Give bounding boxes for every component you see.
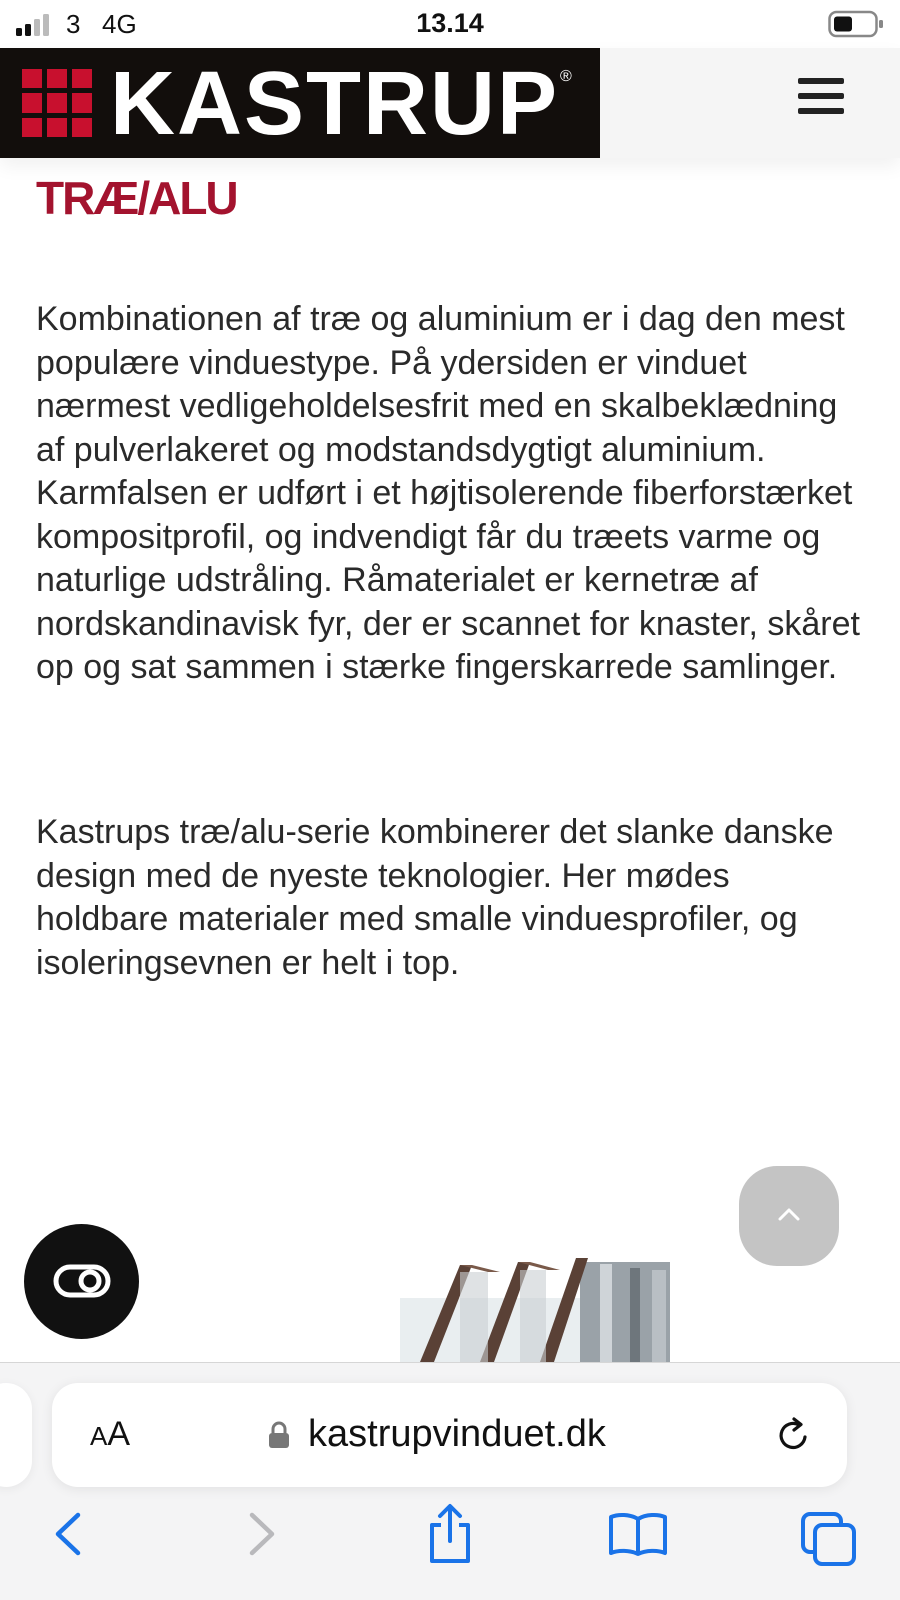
series-paragraph: Kastrups træ/alu-serie kombinerer det slanke danske design med de nyeste teknologier. Her mødes holdbare materialer med smalle vinduesprofiler, og isoleringsevnen er helt i top. (36, 813, 834, 982)
site-header (0, 48, 900, 158)
accessibility-button[interactable] (24, 1224, 139, 1339)
share-icon[interactable] (424, 1503, 476, 1565)
url-display[interactable]: kastrupvinduet.dk (308, 1413, 606, 1455)
address-bar[interactable] (52, 1383, 847, 1487)
network-type-label: 4G (102, 9, 137, 39)
reload-icon[interactable] (774, 1415, 814, 1455)
logo-wordmark: KASTRUP (110, 54, 560, 154)
carrier-label: 3 (66, 9, 81, 39)
page-title: TRÆ/ALU (36, 172, 237, 224)
site-logo[interactable] (0, 48, 600, 158)
intro-paragraph: Kombinationen af træ og aluminium er i dag den mest populære vinduestype. På ydersiden er vinduet nærmest vedligeholdelsesfrit med en skalbeklædning af pulverlakeret og modstandsdygtigt aluminium. Karmfalsen er udført i et højtisolerende fiberforstærket kompositprofil, og indvendigt får du træets varme og naturlige udstråling. Råmaterialet er kernetræ af nordskandinavisk fyr, der er scannet for knaster, skåret op og sat sammen i stærke fingerskarrede samlinger. (36, 300, 860, 686)
previous-tab-preview[interactable] (0, 1383, 32, 1487)
menu-icon-line (798, 78, 844, 84)
lock-icon (268, 1421, 290, 1449)
hamburger-menu-button[interactable] (798, 78, 848, 124)
back-arrow-icon[interactable] (52, 1511, 84, 1557)
status-time: 13.14 (416, 8, 484, 38)
status-bar (0, 0, 900, 48)
logo-grid-icon (22, 69, 92, 137)
bookmarks-icon[interactable] (608, 1511, 668, 1557)
battery-icon (828, 10, 884, 38)
logo-registered-mark: ® (560, 68, 572, 85)
forward-arrow-icon[interactable] (246, 1511, 278, 1557)
text-size-small-glyph: A (90, 1421, 108, 1451)
toggle-link-icon (52, 1262, 112, 1300)
browser-toolbar (0, 1362, 900, 1600)
scroll-to-top-button[interactable] (739, 1166, 839, 1266)
menu-icon-line (798, 108, 844, 114)
chevron-up-icon (777, 1206, 801, 1222)
tabs-overview-icon[interactable] (800, 1511, 858, 1567)
window-profile-image (400, 1250, 690, 1362)
text-size-button[interactable] (90, 1415, 130, 1454)
text-size-large-glyph: A (107, 1415, 131, 1453)
menu-icon-line (798, 93, 844, 99)
